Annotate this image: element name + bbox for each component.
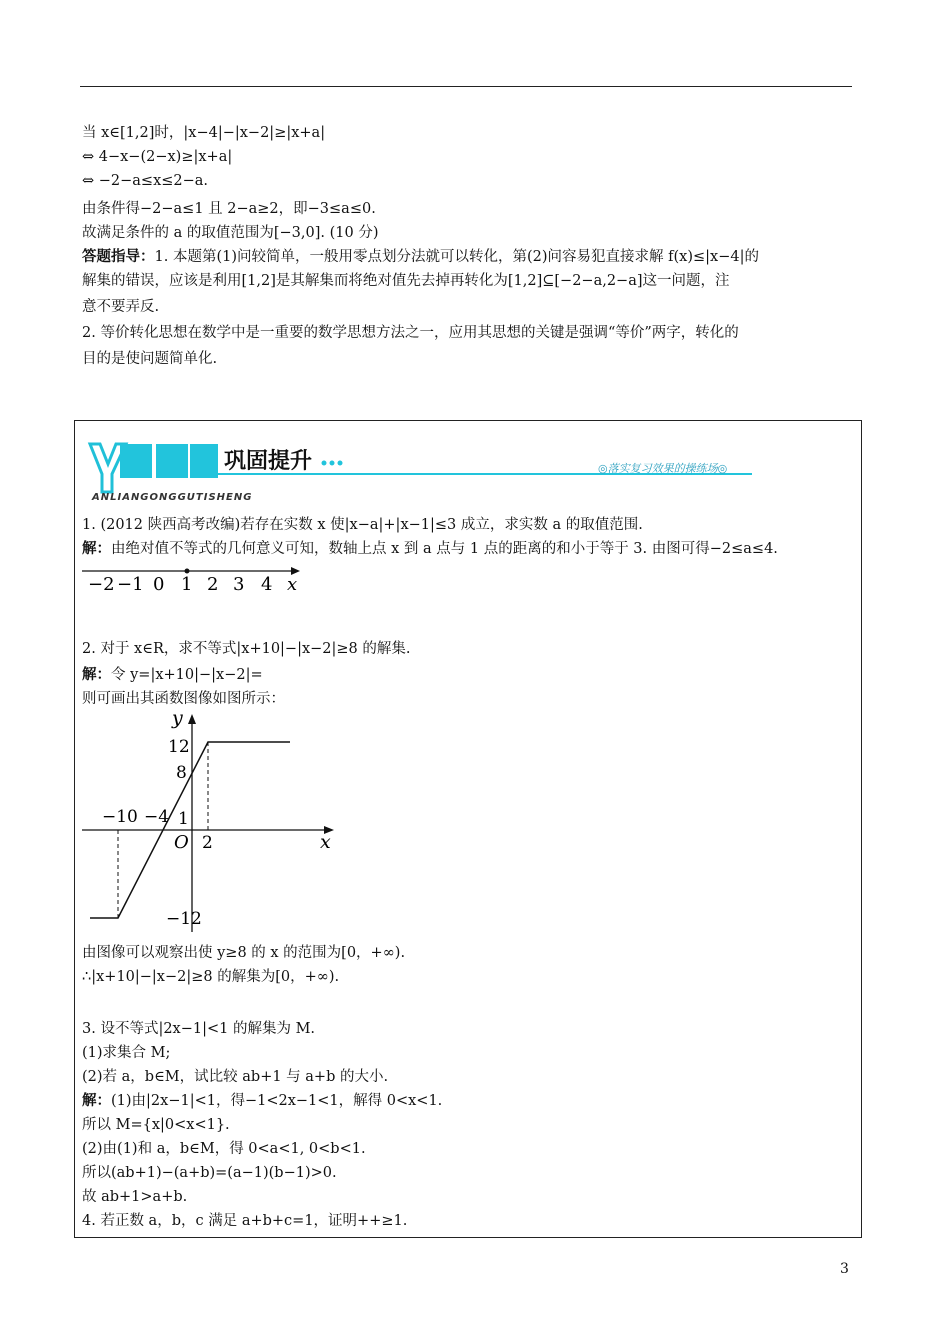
q3-stem: 3. 设不等式|2x−1|<1 的解集为 M. <box>82 1021 316 1037</box>
x-tick-label: −10 <box>102 807 138 827</box>
x-axis-label: x <box>320 831 331 853</box>
tick-label: 1 <box>181 574 193 595</box>
tick-label: 3 <box>233 574 245 595</box>
tip-line: 解集的错误，应该是利用[1,2]是其解集而将绝对值先去掉再转化为[1,2]⊆[−2−a,2−a]这一问题，注 <box>82 273 730 289</box>
y-tick-label: 12 <box>168 737 190 757</box>
y-axis-arrow <box>188 714 196 724</box>
q1-stem: 1. (2012 陕西高考改编)若存在实数 x 使|x−a|+|x−1|≤3 成立，求实数 a 的取值范围. <box>82 517 643 533</box>
axis-label: x <box>287 574 298 595</box>
solution-label: 解： <box>82 540 111 557</box>
q1-solution <box>82 538 778 560</box>
q2-solution <box>82 664 263 686</box>
tick-label: −2 <box>88 574 115 595</box>
banner-pinyin: ANLIANGONGGUTISHENG <box>92 492 253 503</box>
q3-solution-line: 所以 M={x|0<x<1}. <box>82 1117 230 1133</box>
q2-stem: 2. 对于 x∈R，求不等式|x+10|−|x−2|≥8 的解集. <box>82 641 411 657</box>
section-banner <box>86 430 756 505</box>
tip-label: 答题指导： <box>82 248 155 265</box>
solution-text: (1)由|2x−1|<1，得−1<2x−1<1，解得 0<x<1. <box>111 1093 443 1109</box>
x-tick-label: −4 <box>144 807 170 827</box>
q3-solution-line: 所以(ab+1)−(a+b)=(a−1)(b−1)>0. <box>82 1165 337 1181</box>
tick-label: −1 <box>117 574 144 595</box>
banner-dot <box>322 461 327 466</box>
banner-dot <box>330 461 335 466</box>
number-line <box>82 562 312 602</box>
solution-label: 解： <box>82 1092 111 1109</box>
tick-label: 2 <box>207 574 219 595</box>
tip-line: 目的是使问题简单化. <box>82 351 218 367</box>
q3-solution-line: 故 ab+1>a+b. <box>82 1189 188 1205</box>
q2-conclusion: ∴|x+10|−|x−2|≥8 的解集为[0，+∞). <box>82 969 340 985</box>
q4-stem: 4. 若正数 a，b，c 满足 a+b+c=1，证明++≥1. <box>82 1213 408 1229</box>
tip-line: 意不要弄反. <box>82 299 160 315</box>
header-rule <box>80 86 852 87</box>
y-tick-label: −12 <box>166 909 202 929</box>
solution-line: ⇔ 4−x−(2−x)≥|x+a| <box>82 149 233 165</box>
solution-line: 由条件得−2−a≤1 且 2−a≥2，即−3≤a≤0. <box>82 201 376 217</box>
q2-observation: 由图像可以观察出使 y≥8 的 x 的范围为[0，+∞). <box>82 945 406 961</box>
origin-label: O <box>174 832 189 853</box>
solution-text: 令 y=|x+10|−|x−2|= <box>111 667 263 683</box>
q3-part1: (1)求集合 M; <box>82 1045 171 1061</box>
solution-line: 故满足条件的 a 的取值范围为[−3,0]. (10 分) <box>82 225 379 241</box>
q2-draw-note: 则可画出其函数图像如图所示： <box>82 691 285 707</box>
y-tick-label: 8 <box>176 763 187 783</box>
solution-line: ⇔ −2−a≤x≤2−a. <box>82 173 209 189</box>
tip-line: 2. 等价转化思想在数学中是一重要的数学思想方法之一，应用其思想的关键是强调“等价”两字，转化的 <box>82 325 739 341</box>
tick-label: 4 <box>261 574 273 595</box>
x-tick-label: 2 <box>202 833 213 853</box>
banner-block <box>190 444 218 478</box>
y-tick-label: 1 <box>178 809 189 829</box>
banner-block <box>156 444 188 478</box>
solution-label: 解： <box>82 666 111 683</box>
number-line-point <box>185 569 190 574</box>
tip-paragraph <box>82 246 759 268</box>
q3-part2: (2)若 a，b∈M，试比较 ab+1 与 a+b 的大小. <box>82 1069 389 1085</box>
y-axis-label: y <box>172 707 183 729</box>
tick-label: 0 <box>153 574 165 595</box>
banner-slogan: ◎落实复习效果的操练场◎ <box>598 462 728 475</box>
function-graph <box>78 700 368 940</box>
q3-solution-line: (2)由(1)和 a，b∈M，得 0<a<1, 0<b<1. <box>82 1141 366 1157</box>
banner-block <box>120 444 152 478</box>
banner-title: 巩固提升 <box>224 449 313 474</box>
tip-text: 1. 本题第(1)问较简单，一般用零点划分法就可以转化，第(2)问容易犯直接求解 f(x)≤|x−4|的 <box>154 249 759 265</box>
banner-dot <box>338 461 343 466</box>
solution-text: 由绝对值不等式的几何意义可知，数轴上点 x 到 a 点与 1 点的距离的和小于等于 3. 由图可得−2≤a≤4. <box>111 541 778 557</box>
q3-solution <box>82 1090 442 1112</box>
page-number: 3 <box>840 1261 849 1277</box>
solution-line: 当 x∈[1,2]时，|x−4|−|x−2|≥|x+a| <box>82 125 326 141</box>
